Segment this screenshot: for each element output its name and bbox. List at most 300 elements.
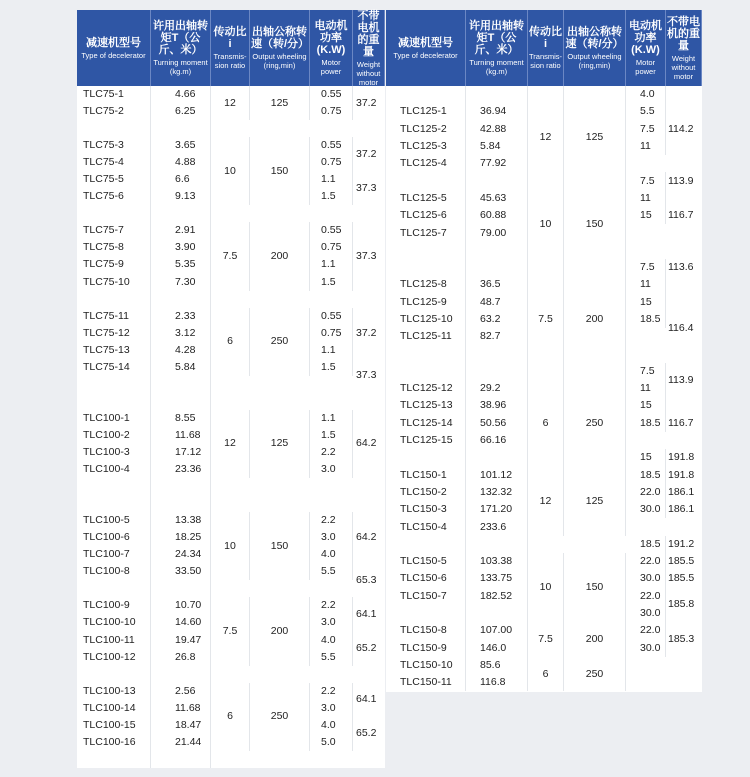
ratio-cell: 12 (211, 410, 250, 478)
torque-cell: 3.12 (151, 325, 211, 342)
ratio-cell: 7.5 (211, 597, 250, 665)
model-cell (77, 495, 151, 512)
model-cell (77, 205, 151, 222)
weight-cell: 64.2 (356, 437, 377, 450)
model-cell (77, 751, 151, 768)
torque-cell: 6.25 (151, 103, 211, 120)
power-cell: 4.0 (310, 546, 353, 563)
torque-cell: 4.28 (151, 342, 211, 359)
power-cell: 7.5 (626, 259, 666, 276)
model-cell: TLC150-3 (386, 501, 466, 518)
model-cell: TLC75-11 (77, 308, 151, 325)
torque-cell: 5.84 (466, 138, 528, 155)
torque-cell (151, 478, 211, 495)
weight-cell: 116.7 (668, 209, 694, 222)
weight-cell: 113.9 (668, 373, 694, 386)
torque-cell: 85.6 (466, 657, 528, 674)
weight-cell: 64.1 (356, 693, 377, 706)
torque-cell: 5.84 (151, 359, 211, 376)
speed-cell: 200 (564, 622, 626, 657)
power-cell: 18.5 (626, 415, 666, 432)
torque-cell: 42.88 (466, 121, 528, 138)
model-cell: TLC100-2 (77, 427, 151, 444)
torque-cell: 101.12 (466, 467, 528, 484)
torque-cell: 19.47 (151, 632, 211, 649)
power-cell: 15 (626, 207, 666, 224)
power-cell: 0.75 (310, 154, 353, 171)
model-cell: TLC75-9 (77, 256, 151, 273)
power-cell: 1.1 (310, 171, 353, 188)
torque-cell: 14.60 (151, 614, 211, 631)
header-power (626, 10, 666, 86)
model-cell: TLC100-1 (77, 410, 151, 427)
power-cell: 1.5 (310, 427, 353, 444)
torque-cell: 6.6 (151, 171, 211, 188)
weight-cell: 185.5 (668, 555, 695, 568)
torque-cell (151, 291, 211, 308)
weight-cell: 191.2 (668, 537, 695, 550)
power-cell: 5.0 (310, 734, 353, 751)
header-torque-en: Turning moment (kg.m) (469, 58, 524, 76)
model-cell: TLC150-5 (386, 553, 466, 570)
model-cell: TLC125-5 (386, 190, 466, 207)
power-cell: 22.0 (626, 484, 666, 501)
torque-cell: 13.38 (151, 512, 211, 529)
torque-cell: 5.35 (151, 256, 211, 273)
power-cell: 0.75 (310, 239, 353, 256)
model-cell: TLC75-10 (77, 274, 151, 291)
power-cell: 15 (626, 397, 666, 414)
torque-cell: 36.5 (466, 276, 528, 293)
torque-cell (466, 363, 528, 380)
weight-cell: 37.2 (356, 326, 377, 339)
torque-cell: 11.68 (151, 700, 211, 717)
model-cell: TLC100-10 (77, 614, 151, 631)
power-cell: 30.0 (626, 570, 666, 587)
model-cell (386, 172, 466, 189)
speed-cell: 125 (250, 410, 310, 478)
torque-cell: 2.33 (151, 308, 211, 325)
header-torque-zh: 许用出轴转矩T（公斤、米） (469, 20, 524, 56)
model-cell: TLC100-3 (77, 444, 151, 461)
model-cell (77, 666, 151, 683)
ratio-cell: 7.5 (528, 259, 564, 380)
header-power-zh: 电动机功率(K.W) (629, 20, 662, 56)
torque-cell (151, 495, 211, 512)
torque-cell: 3.65 (151, 137, 211, 154)
header-ratio (528, 10, 564, 86)
header-torque-en: Turning moment (kg.m) (153, 58, 208, 76)
model-cell: TLC75-13 (77, 342, 151, 359)
model-cell (386, 345, 466, 362)
weight-cell: 64.2 (356, 531, 377, 544)
speed-cell: 150 (564, 190, 626, 259)
model-cell: TLC100-15 (77, 717, 151, 734)
torque-cell: 60.88 (466, 207, 528, 224)
power-cell: 7.5 (626, 121, 666, 138)
weight-cell: 65.3 (356, 573, 377, 586)
header-ratio-zh: 传动比i (213, 26, 247, 50)
torque-cell: 63.2 (466, 311, 528, 328)
speed-cell: 250 (564, 380, 626, 466)
model-cell: TLC100-11 (77, 632, 151, 649)
model-cell: TLC75-12 (77, 325, 151, 342)
power-cell: 4.0 (310, 717, 353, 734)
model-cell (77, 376, 151, 393)
weight-cell: 37.3 (356, 369, 377, 382)
speed-cell: 200 (564, 259, 626, 380)
torque-cell: 9.13 (151, 188, 211, 205)
torque-cell (466, 172, 528, 189)
model-cell: TLC100-16 (77, 734, 151, 751)
ratio-cell: 12 (528, 86, 564, 190)
ratio-cell: 6 (528, 380, 564, 466)
torque-cell: 133.75 (466, 570, 528, 587)
power-cell: 2.2 (310, 444, 353, 461)
model-cell (386, 259, 466, 276)
torque-cell: 11.68 (151, 427, 211, 444)
torque-cell (151, 393, 211, 410)
power-cell: 1.5 (310, 359, 353, 376)
torque-cell: 29.2 (466, 380, 528, 397)
ratio-cell: 7.5 (528, 622, 564, 657)
power-cell: 0.75 (310, 325, 353, 342)
torque-cell: 103.38 (466, 553, 528, 570)
power-cell: 3.0 (310, 461, 353, 478)
model-cell: TLC125-3 (386, 138, 466, 155)
header-ratio-en: Transmis-sion ratio (528, 52, 563, 70)
power-cell: 2.2 (310, 512, 353, 529)
header-weight-en: Weight without motor (356, 59, 381, 87)
speed-cell: 150 (250, 137, 310, 205)
power-cell: 3.0 (310, 529, 353, 546)
power-cell: 1.1 (310, 410, 353, 427)
header-power (310, 10, 353, 86)
header-ratio-en: Transmis-sion ratio (213, 52, 247, 70)
torque-cell: 107.00 (466, 622, 528, 639)
torque-cell: 45.63 (466, 190, 528, 207)
speed-cell: 250 (250, 308, 310, 376)
ratio-cell: 12 (528, 467, 564, 536)
model-cell: TLC125-11 (386, 328, 466, 345)
ratio-cell: 6 (528, 657, 564, 692)
header-weight-zh: 不带电机的重量 (357, 9, 380, 58)
weight-cell: 65.2 (356, 642, 377, 655)
torque-cell: 24.34 (151, 546, 211, 563)
model-cell: TLC150-9 (386, 640, 466, 657)
header-ratio (211, 10, 250, 86)
model-cell: TLC125-2 (386, 121, 466, 138)
weight-cell: 65.2 (356, 727, 377, 740)
model-cell: TLC75-5 (77, 171, 151, 188)
torque-cell (466, 449, 528, 466)
torque-cell: 18.47 (151, 717, 211, 734)
model-cell: TLC125-14 (386, 415, 466, 432)
header-model-en: Type of decelerator (81, 50, 146, 60)
model-cell (77, 120, 151, 137)
header-speed-zh: 出轴公称转速（转/分） (565, 26, 624, 50)
model-cell: TLC125-6 (386, 207, 466, 224)
power-cell: 0.75 (310, 103, 353, 120)
power-cell: 15 (626, 294, 666, 311)
model-cell: TLC75-6 (77, 188, 151, 205)
power-cell: 2.2 (310, 597, 353, 614)
torque-cell: 82.7 (466, 328, 528, 345)
model-cell: TLC75-2 (77, 103, 151, 120)
torque-cell: 233.6 (466, 518, 528, 535)
power-cell: 11 (626, 380, 666, 397)
power-cell: 5.5 (310, 649, 353, 666)
model-cell: TLC75-3 (77, 137, 151, 154)
power-cell: 0.55 (310, 308, 353, 325)
header-weight-zh: 不带电机的重量 (667, 15, 700, 52)
header-speed-zh: 出轴公称转速（转/分） (251, 26, 310, 50)
ratio-cell: 6 (211, 683, 250, 751)
torque-cell: 4.66 (151, 86, 211, 103)
model-cell: TLC125-10 (386, 311, 466, 328)
model-cell: TLC75-8 (77, 239, 151, 256)
model-cell: TLC125-7 (386, 224, 466, 241)
power-cell: 18.5 (626, 311, 666, 328)
header-model (77, 10, 151, 86)
torque-cell: 79.00 (466, 224, 528, 241)
header-speed (564, 10, 626, 86)
weight-cell: 186.1 (668, 503, 695, 516)
torque-cell: 7.30 (151, 274, 211, 291)
power-cell: 11 (626, 138, 666, 155)
torque-cell (466, 242, 528, 259)
model-cell: TLC150-1 (386, 467, 466, 484)
torque-cell: 10.70 (151, 597, 211, 614)
weight-cell: 116.4 (668, 321, 694, 334)
power-cell: 11 (626, 190, 666, 207)
model-cell: TLC100-7 (77, 546, 151, 563)
weight-cell: 116.7 (668, 416, 694, 429)
weight-cell: 37.3 (356, 181, 377, 194)
header-model (386, 10, 466, 86)
weight-cell: 185.8 (668, 598, 695, 611)
torque-cell: 36.94 (466, 103, 528, 120)
model-cell: TLC150-11 (386, 674, 466, 691)
power-cell: 5.5 (310, 563, 353, 580)
torque-cell: 21.44 (151, 734, 211, 751)
model-cell: TLC150-2 (386, 484, 466, 501)
torque-cell: 18.25 (151, 529, 211, 546)
weight-cell: 185.5 (668, 572, 695, 585)
header-power-zh: 电动机功率(K.W) (314, 20, 348, 56)
header-speed-en: Output wheeling (ring,min) (567, 52, 622, 70)
model-cell: TLC125-4 (386, 155, 466, 172)
model-cell: TLC100-5 (77, 512, 151, 529)
power-cell: 5.5 (626, 103, 666, 120)
torque-cell: 146.0 (466, 640, 528, 657)
torque-cell: 2.91 (151, 222, 211, 239)
weight-cell: 37.2 (356, 96, 377, 109)
torque-cell: 2.56 (151, 683, 211, 700)
power-cell: 3.0 (310, 614, 353, 631)
torque-cell (151, 666, 211, 683)
torque-cell: 132.32 (466, 484, 528, 501)
speed-cell: 250 (250, 683, 310, 751)
model-cell: TLC100-9 (77, 597, 151, 614)
torque-cell: 17.12 (151, 444, 211, 461)
model-cell (77, 478, 151, 495)
torque-cell: 4.88 (151, 154, 211, 171)
torque-cell (466, 345, 528, 362)
header-power-en: Motor power (320, 58, 342, 76)
ratio-cell: 6 (211, 308, 250, 376)
weight-cell: 114.2 (668, 122, 694, 135)
model-cell: TLC100-14 (77, 700, 151, 717)
power-cell: 30.0 (626, 640, 666, 657)
torque-cell (466, 259, 528, 276)
model-cell: TLC150-6 (386, 570, 466, 587)
model-cell: TLC100-8 (77, 563, 151, 580)
power-cell: 1.5 (310, 274, 353, 291)
model-cell (77, 291, 151, 308)
weight-cell: 186.1 (668, 485, 695, 498)
speed-cell: 250 (564, 657, 626, 692)
weight-cell: 185.3 (668, 633, 695, 645)
torque-cell: 38.96 (466, 397, 528, 414)
model-cell: TLC125-8 (386, 276, 466, 293)
model-cell: TLC125-12 (386, 380, 466, 397)
model-cell: TLC150-7 (386, 588, 466, 605)
power-cell: 30.0 (626, 501, 666, 518)
model-cell (386, 242, 466, 259)
torque-cell: 66.16 (466, 432, 528, 449)
speed-cell: 150 (564, 553, 626, 622)
torque-cell: 3.90 (151, 239, 211, 256)
ratio-cell: 10 (528, 190, 564, 259)
torque-cell (151, 205, 211, 222)
torque-cell (151, 120, 211, 137)
weight-cell: 64.1 (356, 607, 377, 620)
torque-cell (151, 751, 211, 768)
model-cell: TLC75-14 (77, 359, 151, 376)
torque-cell: 48.7 (466, 294, 528, 311)
model-cell (386, 86, 466, 103)
torque-cell: 116.8 (466, 674, 528, 691)
ratio-cell: 10 (528, 553, 564, 622)
model-cell: TLC150-10 (386, 657, 466, 674)
ratio-cell: 7.5 (211, 222, 250, 290)
header-weight (353, 10, 385, 86)
header-model-zh: 减速机型号 (86, 36, 141, 49)
ratio-cell: 12 (211, 86, 250, 120)
right-spec-table (386, 10, 702, 692)
power-cell: 2.2 (310, 683, 353, 700)
torque-cell (466, 605, 528, 622)
model-cell (77, 393, 151, 410)
model-cell: TLC100-13 (77, 683, 151, 700)
header-torque-zh: 许用出轴转矩T（公斤、米） (153, 20, 208, 56)
header-torque (151, 10, 211, 86)
power-cell: 11 (626, 276, 666, 293)
weight-cell: 37.3 (356, 249, 377, 262)
power-cell: 1.1 (310, 342, 353, 359)
model-cell: TLC150-8 (386, 622, 466, 639)
torque-cell (466, 536, 528, 553)
model-cell: TLC75-7 (77, 222, 151, 239)
power-cell: 18.5 (626, 536, 666, 553)
model-cell: TLC125-15 (386, 432, 466, 449)
power-cell: 22.0 (626, 622, 666, 639)
power-cell: 7.5 (626, 172, 666, 189)
model-cell: TLC150-4 (386, 518, 466, 535)
weight-cell: 191.8 (668, 468, 695, 481)
weight-cell: 113.9 (668, 174, 694, 187)
model-cell: TLC125-1 (386, 103, 466, 120)
header-torque (466, 10, 528, 86)
power-cell: 4.0 (310, 632, 353, 649)
power-cell: 30.0 (626, 605, 666, 622)
torque-cell: 77.92 (466, 155, 528, 172)
speed-cell: 125 (564, 86, 626, 190)
torque-cell: 171.20 (466, 501, 528, 518)
speed-cell: 125 (564, 467, 626, 536)
torque-cell (151, 376, 211, 393)
weight-cell: 113.6 (668, 261, 694, 274)
header-power-en: Motor power (635, 58, 656, 76)
model-cell: TLC100-6 (77, 529, 151, 546)
model-cell (386, 605, 466, 622)
ratio-cell: 10 (211, 512, 250, 580)
model-cell: TLC100-4 (77, 461, 151, 478)
torque-cell (466, 86, 528, 103)
header-ratio-zh: 传动比i (529, 26, 562, 50)
power-cell: 1.1 (310, 256, 353, 273)
power-cell: 15 (626, 449, 666, 466)
model-cell: TLC125-9 (386, 294, 466, 311)
power-cell: 1.5 (310, 188, 353, 205)
header-weight (666, 10, 702, 86)
speed-cell: 200 (250, 222, 310, 290)
power-cell: 3.0 (310, 700, 353, 717)
model-cell: TLC125-13 (386, 397, 466, 414)
model-cell (386, 363, 466, 380)
power-cell: 4.0 (626, 86, 666, 103)
power-cell: 22.0 (626, 588, 666, 605)
header-model-en: Type of decelerator (393, 50, 458, 60)
header-speed-en: Output wheeling (ring,min) (252, 52, 307, 70)
model-cell (386, 449, 466, 466)
torque-cell: 182.52 (466, 588, 528, 605)
weight-cell: 37.2 (356, 147, 377, 160)
model-cell: TLC75-1 (77, 86, 151, 103)
model-cell: TLC75-4 (77, 154, 151, 171)
power-cell: 0.55 (310, 137, 353, 154)
model-cell (77, 580, 151, 597)
ratio-cell: 10 (211, 137, 250, 205)
power-cell: 0.55 (310, 222, 353, 239)
torque-cell: 33.50 (151, 563, 211, 580)
power-cell: 22.0 (626, 553, 666, 570)
speed-cell: 200 (250, 597, 310, 665)
weight-cell: 191.8 (668, 451, 695, 464)
header-weight-en: Weight without motor (671, 53, 696, 81)
power-cell: 7.5 (626, 363, 666, 380)
speed-cell: 125 (250, 86, 310, 120)
torque-cell (151, 580, 211, 597)
torque-cell: 50.56 (466, 415, 528, 432)
torque-cell: 8.55 (151, 410, 211, 427)
torque-cell: 26.8 (151, 649, 211, 666)
speed-cell: 150 (250, 512, 310, 580)
power-cell: 0.55 (310, 86, 353, 103)
header-model-zh: 减速机型号 (398, 36, 453, 49)
model-cell: TLC100-12 (77, 649, 151, 666)
